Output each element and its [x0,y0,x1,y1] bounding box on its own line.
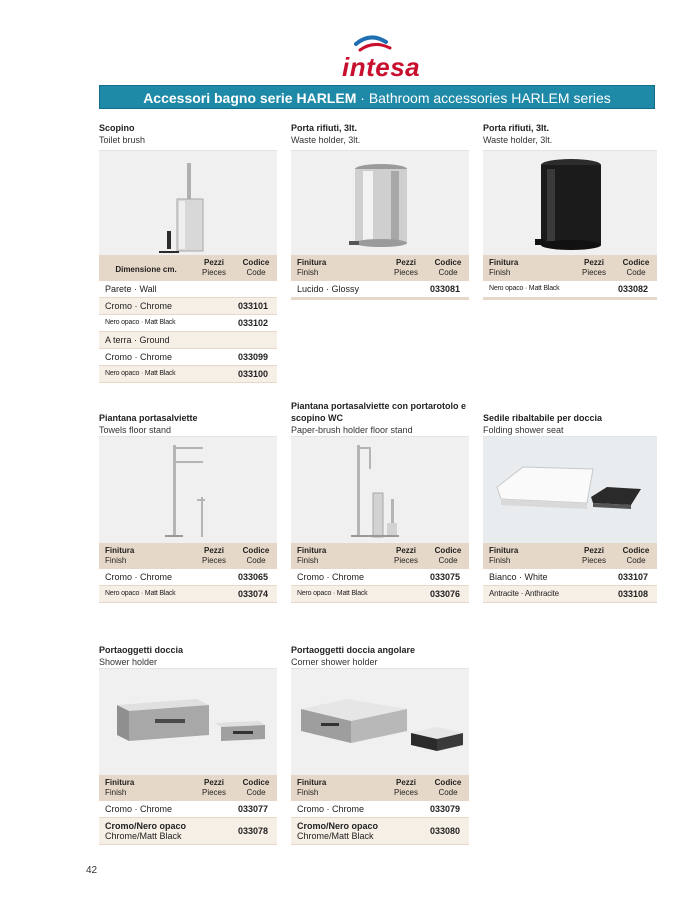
row-name: Cromo · Chrome [297,572,365,582]
header-finish-it: Finitura [489,258,519,267]
product-title-en: Waste holder, 3lt. [291,135,361,145]
product-toilet-brush [99,118,277,383]
header-pieces [385,546,427,569]
row-name: Cromo · Chrome [105,572,173,582]
page-title-banner [99,85,655,109]
table-row [99,281,277,298]
product-towels-floor-stand [99,398,277,603]
table-row [99,349,277,366]
row-code: 033065 [237,572,269,582]
header-code-it: Codice [242,546,270,555]
header-finish-en: Finish [297,268,319,277]
header-finish-it: Finitura [297,778,327,787]
header-code [235,258,277,281]
table-row [291,569,469,586]
table-row [291,818,469,845]
row-code: 033107 [617,572,649,582]
product-title-it: Piantana portasalviette [99,413,198,423]
header-pieces-it: Pezzi [395,546,416,555]
header-finish-en: Finish [297,556,319,565]
brand-name: intesa [342,52,421,82]
table-row [99,366,277,383]
header-finish [483,546,573,569]
header-code-it: Codice [434,546,462,555]
header-code-it: Codice [434,258,462,267]
row-code: 033074 [237,589,269,599]
row-name: Cromo · Chrome [105,352,173,362]
table-header [483,543,657,569]
product-title-en: Paper-brush holder floor stand [291,425,413,435]
header-code-it: Codice [622,258,650,267]
table-row [483,281,657,300]
product-waste-holder-black [483,118,657,300]
header-pieces-it: Pezzi [203,258,224,267]
row-code [229,332,277,348]
header-code-en: Code [626,556,646,565]
row-code: 033082 [617,284,649,294]
table-header [99,255,277,281]
product-waste-holder-chrome [291,118,469,300]
product-title-en: Shower holder [99,657,158,667]
header-pieces-en: Pieces [581,556,606,565]
table-row [291,281,469,300]
table-row [99,298,277,315]
header-pieces [385,258,427,281]
brand-logo [330,34,430,84]
row-name: A terra · Ground [105,335,170,345]
table-row [483,586,657,603]
header-pieces [573,258,615,281]
row-name: Cromo · Chrome [297,804,365,814]
product-photo [483,436,657,543]
header-pieces-en: Pieces [201,788,226,797]
header-finish [291,546,385,569]
row-code: 033080 [429,826,461,836]
header-finish [99,778,193,801]
header-code-en: Code [438,268,458,277]
header-code-en: Code [246,788,266,797]
row-name: Nero opaco · Matt Black [105,370,176,377]
header-code [427,258,469,281]
header-finish-en: Finish [105,556,127,565]
header-code-it: Codice [622,546,650,555]
row-name-en: Chrome/Matt Black [105,831,182,841]
row-code: 033076 [429,589,461,599]
row-name: Nero opaco · Matt Black [105,590,176,597]
product-photo [483,150,657,255]
header-pieces [573,546,615,569]
header-code-en: Code [438,788,458,797]
row-name-en: Chrome/Matt Black [297,831,374,841]
banner-title-en: Bathroom accessories HARLEM series [368,90,611,106]
header-pieces-it: Pezzi [583,258,604,267]
header-pieces-en: Pieces [201,556,226,565]
product-folding-shower-seat [483,398,657,603]
header-finish-it: Finitura [489,546,519,555]
header-code-it: Codice [434,778,462,787]
header-pieces [193,546,235,569]
table-row [291,801,469,818]
table-row [483,569,657,586]
header-finish-en: Finish [297,788,319,797]
product-title-it: Sedile ribaltabile per doccia [483,413,603,423]
header-pieces [193,258,235,281]
row-name [291,821,379,841]
header-code [235,778,277,801]
header-code [235,546,277,569]
row-name: Parete · Wall [105,284,157,294]
row-code: 033108 [617,589,649,599]
row-name-it: Cromo/Nero opaco [105,821,187,831]
product-title-en: Toilet brush [99,135,146,145]
header-finish-it: Finitura [297,546,327,555]
product-photo [291,436,469,543]
header-pieces-it: Pezzi [583,546,604,555]
header-code [615,258,657,281]
table-header [291,775,469,801]
product-title-en: Towels floor stand [99,425,172,435]
table-header [99,775,277,801]
row-code: 033077 [237,804,269,814]
product-photo [99,436,277,543]
row-code: 033099 [237,352,269,362]
table-header [291,543,469,569]
row-code: 033102 [237,318,269,328]
table-row [291,586,469,603]
header-finish-it: Finitura [105,778,135,787]
table-header [99,543,277,569]
header-pieces-it: Pezzi [395,258,416,267]
header-finish [291,778,385,801]
header-code-en: Code [246,556,266,565]
table-row [99,315,277,332]
row-code: 033078 [237,826,269,836]
header-pieces-en: Pieces [581,268,606,277]
header-pieces-it: Pezzi [395,778,416,787]
product-photo [99,668,277,775]
header-finish-en: Finish [489,268,511,277]
header-pieces-en: Pieces [393,556,418,565]
product-title-it: Piantana portasalviette con portarotolo e scopino WC [291,401,467,423]
header-finish [291,258,385,281]
header-code-en: Code [246,268,266,277]
header-code-en: Code [626,268,646,277]
header-pieces [385,778,427,801]
banner-title-it: Accessori bagno serie HARLEM [143,90,357,106]
row-name: Antracite · Anthracite [489,589,559,598]
header-pieces-it: Pezzi [203,778,224,787]
header-finish-en: Finish [105,788,127,797]
row-name: Lucido · Glossy [297,284,360,294]
row-name-it: Cromo/Nero opaco [297,821,379,831]
row-name: Nero opaco · Matt Black [105,319,176,326]
product-title-it: Scopino [99,123,135,133]
row-code: 033075 [429,572,461,582]
row-code: 033100 [237,369,269,379]
header-finish [99,546,193,569]
header-pieces [193,778,235,801]
row-code: 033101 [237,301,269,311]
product-title-en: Corner shower holder [291,657,378,667]
header-finish [483,258,573,281]
table-row [99,569,277,586]
product-photo [291,150,469,255]
header-code [427,778,469,801]
header-pieces-it: Pezzi [203,546,224,555]
product-title-en: Waste holder, 3lt. [483,135,553,145]
row-code [229,281,277,297]
product-title-it: Portaoggetti doccia [99,645,184,655]
row-name: Bianco · White [489,572,548,582]
table-row [99,801,277,818]
header-finish-it: Finitura [105,546,135,555]
table-header [483,255,657,281]
header-pieces-en: Pieces [393,268,418,277]
header-code-en: Code [438,556,458,565]
header-finish-it: Finitura [297,258,327,267]
table-row [99,586,277,603]
header-code-it: Codice [242,258,270,267]
product-shower-holder [99,630,277,845]
table-row [99,332,277,349]
product-photo [99,150,277,255]
row-name [99,821,187,841]
row-code: 033079 [429,804,461,814]
header-code-it: Codice [242,778,270,787]
table-row [99,818,277,845]
header-pieces-en: Pieces [201,268,226,277]
row-name: Nero opaco · Matt Black [297,590,368,597]
header-code [615,546,657,569]
row-name: Nero opaco · Matt Black [489,285,560,292]
product-title-en: Folding shower seat [483,425,564,435]
product-corner-shower-holder [291,630,469,845]
page-number: 42 [86,865,98,876]
product-paper-brush-floor-stand [291,398,469,603]
header-code [427,546,469,569]
product-title-it: Porta rifiuti, 3lt. [291,123,358,133]
product-title-it: Portaoggetti doccia angolare [291,645,416,655]
header-pieces-en: Pieces [393,788,418,797]
banner-separator: · [356,90,369,106]
product-title-it: Porta rifiuti, 3lt. [483,123,550,133]
product-photo [291,668,469,775]
table-header [291,255,469,281]
row-code: 033081 [429,284,461,294]
row-name: Cromo · Chrome [105,804,173,814]
header-dimension: Dimensione cm. [115,264,177,274]
row-name: Cromo · Chrome [105,301,173,311]
header-finish-en: Finish [489,556,511,565]
